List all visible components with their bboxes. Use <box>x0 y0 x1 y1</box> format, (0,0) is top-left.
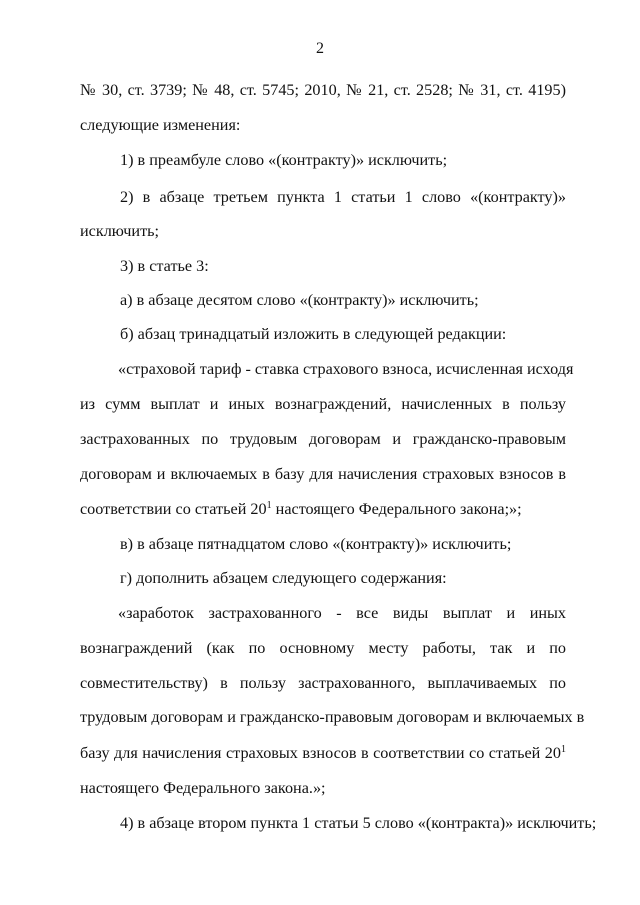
quote-text: базу для начисления страховых взносов в соответствии со статьей 20 <box>80 744 561 762</box>
quote-line: застрахованных по трудовым договорам и гражданско-правовым <box>80 430 566 448</box>
sub-item-g: г) дополнить абзацем следующего содержания: <box>120 569 447 587</box>
quote-text: соответствии со статьей 20 <box>80 500 267 518</box>
quote-line: из сумм выплат и иных вознаграждений, начисленных в пользу <box>80 395 566 413</box>
quote-line: «заработок застрахованного - все виды выплат и иных <box>118 604 566 622</box>
superscript: 1 <box>561 744 566 755</box>
quote-line: вознаграждений (как по основному месту работы, так и по <box>80 639 566 657</box>
list-item-4: 4) в абзаце втором пункта 1 статьи 5 слово «(контракта)» исключить; <box>120 814 597 832</box>
sub-item-b: б) абзац тринадцатый изложить в следующей редакции: <box>120 325 507 343</box>
quote-line-end <box>80 499 566 519</box>
list-item-3: 3) в статье 3: <box>120 257 209 275</box>
quote-line: «страховой тариф - ставка страхового взноса, исчисленная исходя <box>118 360 574 378</box>
sub-item-a: а) в абзаце десятом слово «(контракту)» исключить; <box>120 291 479 309</box>
text-line: № 30, ст. 3739; № 48, ст. 5745; 2010, № 21, ст. 2528; № 31, ст. 4195) <box>80 81 566 99</box>
list-item-2: 2) в абзаце третьем пункта 1 статьи 1 слово «(контракту)» <box>120 188 566 206</box>
quote-line <box>80 743 566 763</box>
quote-line: трудовым договорам и гражданско-правовым договорам и включаемых в <box>80 708 585 726</box>
list-item-1: 1) в преамбуле слово «(контракту)» исключить; <box>120 151 448 169</box>
page-number: 2 <box>316 40 324 57</box>
quote-line: договорам и включаемых в базу для начисления страховых взносов в <box>80 465 566 483</box>
quote-line-end: настоящего Федерального закона.»; <box>80 779 326 797</box>
text-line: исключить; <box>80 222 160 240</box>
superscript: 1 <box>266 500 272 511</box>
quote-line: совместительству) в пользу застрахованного, выплачиваемых по <box>80 674 566 692</box>
quote-text: настоящего Федерального закона;»; <box>271 500 522 518</box>
sub-item-v: в) в абзаце пятнадцатом слово «(контракту)» исключить; <box>120 535 512 553</box>
text-line: следующие изменения: <box>80 116 241 134</box>
